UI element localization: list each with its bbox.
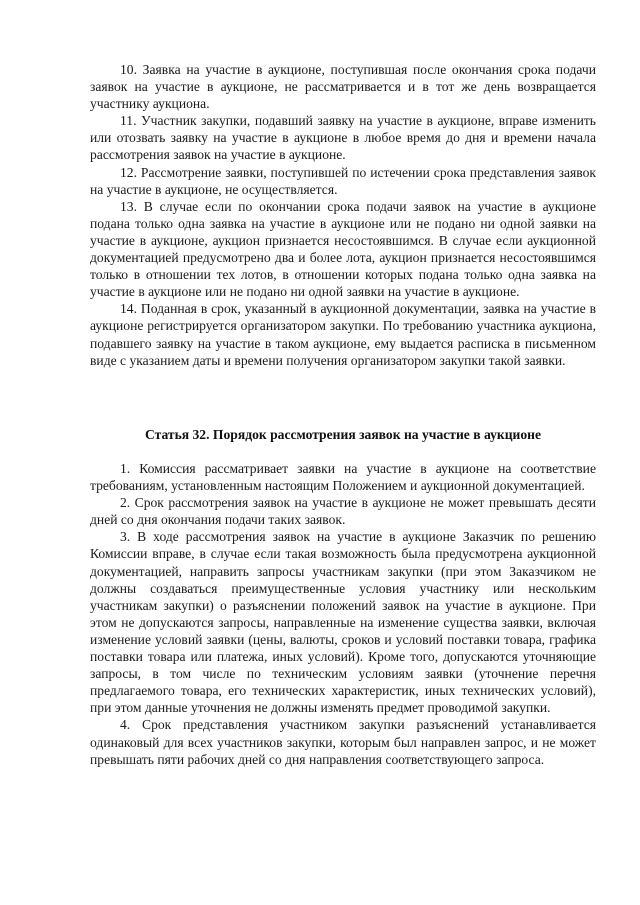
- article-32-body: [90, 460, 596, 768]
- paragraph-12: 12. Рассмотрение заявки, поступившей по истечении срока представления заявок на участие в аукционе, не осуществляется.: [90, 164, 596, 197]
- article-32-heading: Статья 32. Порядок рассмотрения заявок на участие в аукционе: [144, 427, 542, 442]
- paragraph-14: 14. Поданная в срок, указанный в аукционной документации, заявка на участие в аукционе регистрируется организатором закупки. По требованию участника аукциона, подавшего заявку на участие в таком аукционе, ему выдается расписка в письменном виде с указанием даты и времени получения организатором закупки такой заявки.: [90, 301, 596, 368]
- paragraph-2: 2. Срок рассмотрения заявок на участие в аукционе не может превышать десяти дней со дня окончания подачи таких заявок.: [90, 495, 596, 528]
- paragraph-11: 11. Участник закупки, подавший заявку на участие в аукционе, вправе изменить или отозвать заявку на участие в аукционе в любое время до дня и времени начала рассмотрения заявок на участие в аукционе.: [90, 113, 596, 163]
- paragraph-13: 13. В случае если по окончании срока подачи заявок на участие в аукционе подана только одна заявка на участие в аукционе или не подано ни одной заявки на участие в аукционе, аукцион признается несостоявшимся. В случае если аукционной документацией предусмотрено два и более лота, аукцион признается несостоявшимся только в отношении тех лотов, в отношении которых подана только одна заявка на участие в аукционе или не подано ни одной заявки на участие в аукционе.: [90, 198, 596, 300]
- paragraph-4: 4. Срок представления участником закупки разъяснений устанавливается одинаковый для всех участников закупки, которым был направлен запрос, и не может превышать пяти рабочих дней со дня направления соответствующего запроса.: [90, 717, 596, 767]
- paragraph-10: 10. Заявка на участие в аукционе, поступившая после окончания срока подачи заявок на участие в аукционе, не рассматривается и в тот же день возвращается участнику аукциона.: [90, 62, 596, 112]
- paragraph-3: 3. В ходе рассмотрения заявок на участие в аукционе Заказчик по решению Комиссии вправе, в случае если такая возможность была предусмотрена аукционной документацией, направить запросы участникам закупки (при этом Заказчиком не должны создаваться преимущественные условия участнику или нескольким участникам закупки) о разъяснении положений заявок на участие в аукционе. При этом не допускаются запросы, направленные на изменение существа заявки, включая изменение условий заявки (цены, валюты, сроков и условий поставки товара, графика поставки товара или платежа, иных условий). Кроме того, допускаются уточняющие запросы, в том числе по техническим условиям заявки (уточнение перечня предлагаемого товара, его технических характеристик, иных технических условий), при этом данные уточнения не должны изменять предмет проводимой закупки.: [90, 529, 596, 716]
- paragraph-1: 1. Комиссия рассматривает заявки на участие в аукционе на соответствие требованиям, установленным настоящим Положением и аукционной документацией.: [90, 461, 596, 494]
- article-31-continuation: [90, 61, 596, 369]
